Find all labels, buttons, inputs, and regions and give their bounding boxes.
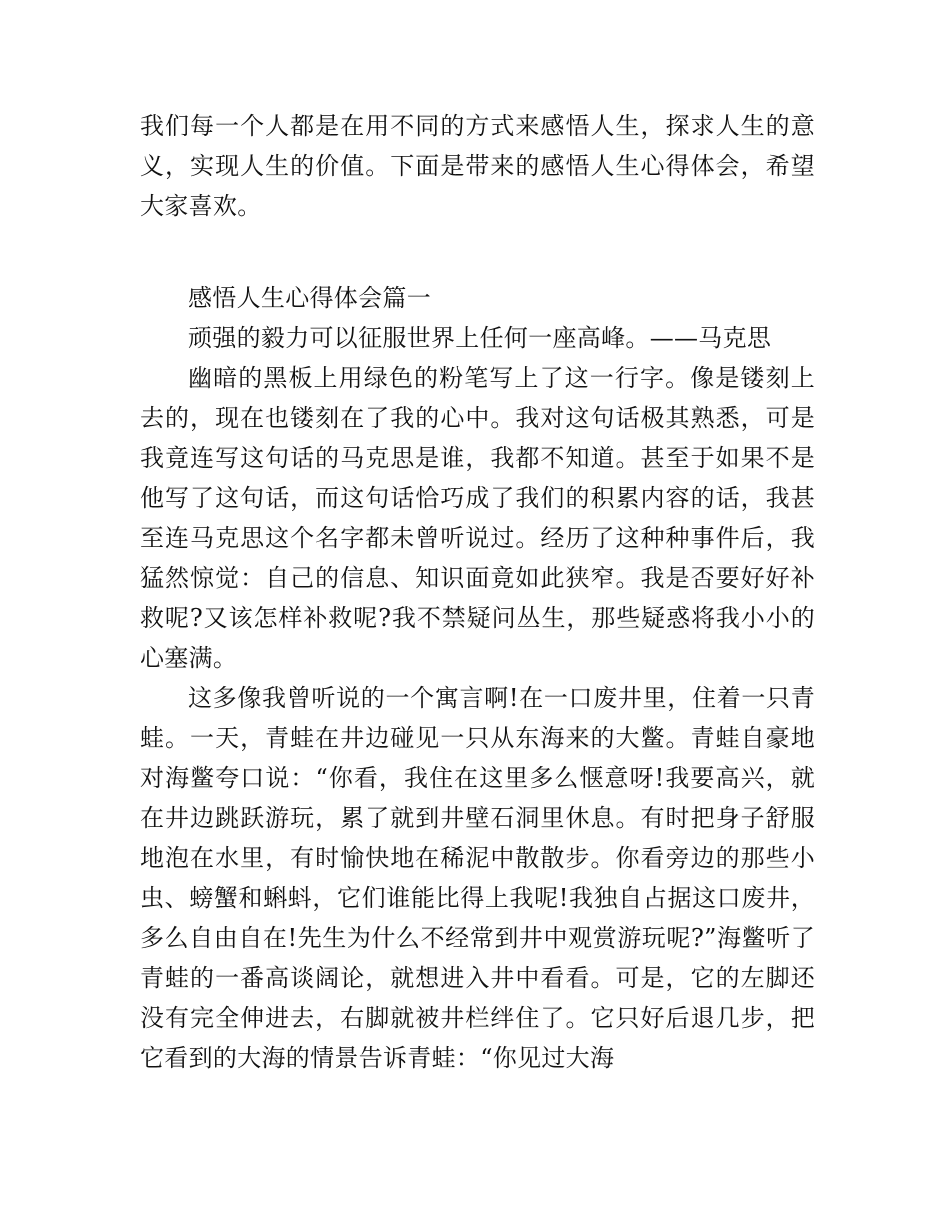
section-title: 感悟人生心得体会篇一 — [188, 284, 431, 312]
quote-paragraph: 顽强的毅力可以征服世界上任何一座高峰。——马克思 — [188, 324, 772, 352]
body-paragraph-1: 幽暗的黑板上用绿色的粉笔写上了这一行字。像是镂刻上去的，现在也镂刻在了我的心中。我对这句话极其熟悉，可是我竟连写这句话的马克思是谁，我都不知道。甚至于如果不是他写了这句话，而这句话恰巧成了我们的积累内容的话，我甚至连马克思这个名字都未曾听说过。经历了这种种事件后，我猛然惊觉：自己的信息、知识面竟如此狭窄。我是否要好好补救呢?又该怎样补救呢?我不禁疑问丛生，那些疑惑将我小小的心塞满。 — [140, 364, 815, 672]
intro-paragraph: 我们每一个人都是在用不同的方式来感悟人生，探求人生的意义，实现人生的价值。下面是带来的感悟人生心得体会，希望大家喜欢。 — [140, 112, 815, 220]
body-paragraph-2: 这多像我曾听说的一个寓言啊!在一口废井里，住着一只青蛙。一天，青蛙在井边碰见一只从东海来的大鳖。青蛙自豪地对海鳖夸口说：“你看，我住在这里多么惬意呀!我要高兴，就在井边跳跃游玩，累了就到井壁石洞里休息。有时把身子舒服地泡在水里，有时愉快地在稀泥中散散步。你看旁边的那些小虫、螃蟹和蝌蚪，它们谁能比得上我呢!我独自占据这口废井，多么自由自在!先生为什么不经常到井中观赏游玩呢?”海鳖听了青蛙的一番高谈阔论，就想进入井中看看。可是，它的左脚还没有完全伸进去，右脚就被井栏绊住了。它只好后退几步，把它看到的大海的情景告诉青蛙：“你见过大海 — [140, 684, 815, 1072]
intro-section — [140, 106, 815, 226]
article-body — [140, 278, 815, 1078]
